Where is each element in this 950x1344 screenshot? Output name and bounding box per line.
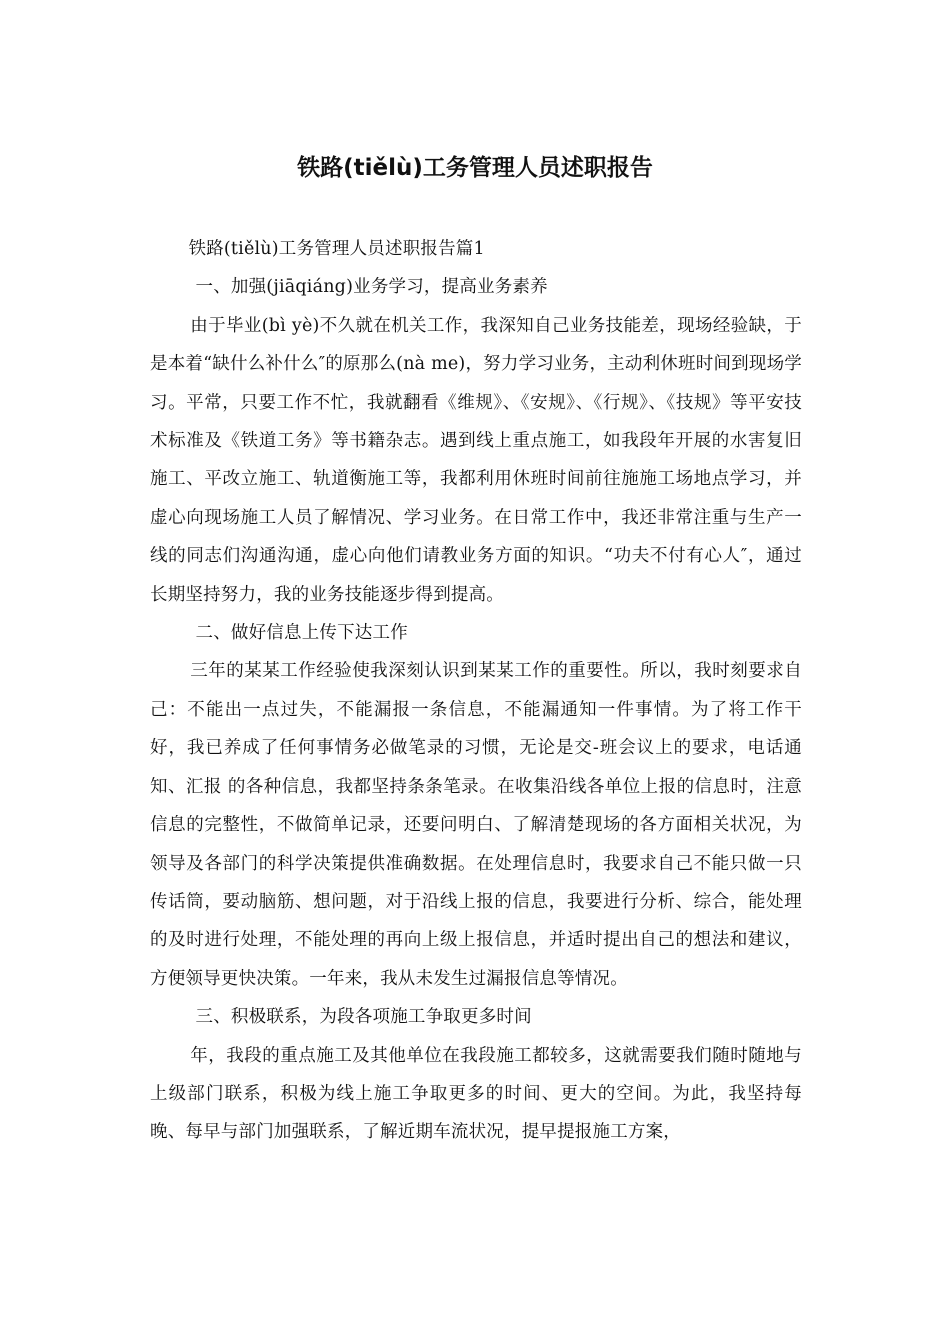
section-paragraph-3: 年，我段的重点施工及其他单位在我段施工都较多，这就需要我们随时随地与上级部门联系，积极为线上施工争取更多的时间、更大的空间。为此，我坚持每晚、每早与部门加强联系，了解近期车流状况，提早提报施工方案， — [150, 1045, 802, 1143]
section-heading-3: 三、积极联系，为段各项施工争取更多时间 — [195, 1007, 532, 1028]
section-heading-1: 一、加强(jiāqiáng)业务学习，提高业务素养 — [195, 277, 548, 298]
document-body — [150, 230, 802, 1152]
section-heading-2: 二、做好信息上传下达工作 — [195, 623, 408, 644]
section-paragraph-2: 三年的某某工作经验使我深刻认识到某某工作的重要性。所以，我时刻要求自己：不能出一点过失，不能漏报一条信息，不能漏通知一件事情。为了将工作干好，我已养成了任何事情务必做笔录的习惯，无论是交-班会议上的要求，电话通知、汇报 的各种信息，我都坚持条条笔录。在收集沿线各单位上报的信息时，注意信息的完整性，不做简单记录，还要问明白、了解清楚现场的各方面相关状况，为领导及各部门的科学决策提供准确数据。在处理信息时，我要求自己不能只做一只传话筒，要动脑筋、想问题，对于沿线上报的信息，我要进行分析、综合，能处理的及时进行处理，不能处理的再向上级上报信息，并适时提出自己的想法和建议，方便领导更快决策。一年来，我从未发生过漏报信息等情况。 — [150, 661, 802, 989]
section-paragraph-1: 由于毕业(bì yè)不久就在机关工作，我深知自己业务技能差，现场经验缺，于是本着“缺什么补什么″的原那么(nà me)，努力学习业务，主动利休班时间到现场学习。平常，只要工作不忙，我就翻看《维规》、《安规》、《行规》、《技规》等平安技术标准及《铁道工务》等书籍杂志。遇到线上重点施工，如我段年开展的水害复旧施工、平改立施工、轨道衡施工等，我都利用休班时间前往施施工场地点学习，并虚心向现场施工人员了解情况、学习业务。在日常工作中，我还非常注重与生产一线的同志们沟通沟通，虚心向他们请教业务方面的知识。“功夫不付有心人″，通过长期坚持努力，我的业务技能逐步得到提高。 — [150, 315, 802, 605]
document-subtitle: 铁路(tiělù)工务管理人员述职报告篇1 — [188, 239, 485, 259]
document-title: 铁路(tiělù)工务管理人员述职报告 — [297, 155, 653, 181]
